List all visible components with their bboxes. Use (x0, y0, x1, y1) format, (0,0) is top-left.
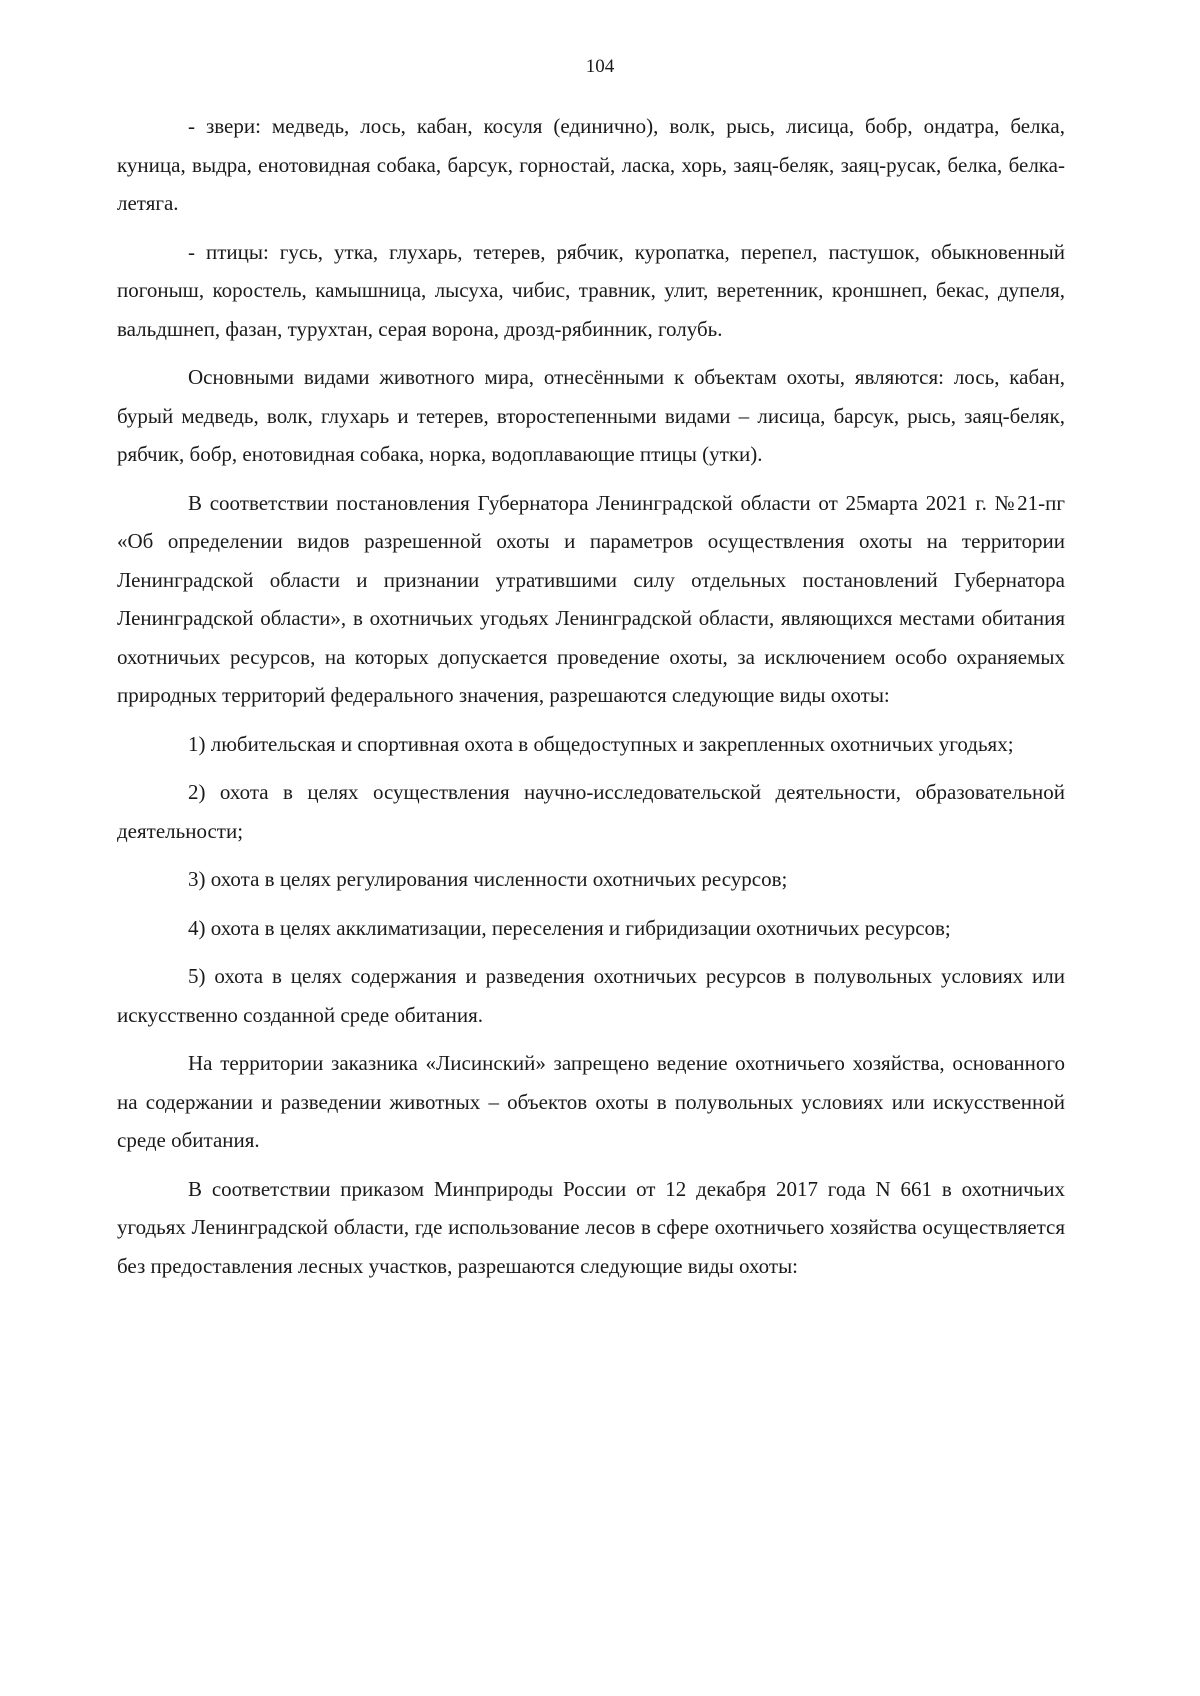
paragraph-ministry-order: В соответствии приказом Минприроды России от 12 декабря 2017 года N 661 в охотничьих угодьях Ленинградской области, где использование лесов в сфере охотничьего хозяйства осуществляется без предоставления лесных участков, разрешаются следующие виды охоты: (117, 1176, 1065, 1278)
body-text (117, 107, 1065, 1285)
paragraph-birds: - птицы: гусь, утка, глухарь, тетерев, рябчик, куропатка, перепел, пастушок, обыкновенный погоныш, коростель, камышница, лысуха, чибис, травник, улит, веретенник, кроншнеп, бекас, дупеля, вальдшнеп, фазан, турухтан, серая ворона, дрозд-рябинник, голубь. (117, 239, 1065, 341)
list-item-hunting-type-5: 5) охота в целях содержания и разведения охотничьих ресурсов в полувольных условиях или искусственно созданной среде обитания. (117, 964, 1065, 1027)
list-item-hunting-type-1: 1) любительская и спортивная охота в общедоступных и закрепленных охотничьих угодьях; (188, 731, 1014, 756)
list-item-hunting-type-3: 3) охота в целях регулирования численности охотничьих ресурсов; (188, 867, 788, 891)
list-item-hunting-type-4: 4) охота в целях акклиматизации, переселения и гибридизации охотничьих ресурсов; (188, 915, 951, 940)
paragraph-main-species: Основными видами животного мира, отнесёнными к объектам охоты, являются: лось, кабан, бурый медведь, волк, глухарь и тетерев, второстепенными видами – лисица, барсук, рысь, заяц-беляк, рябчик, бобр, енотовидная собака, норка, водоплавающие птицы (утки). (117, 365, 1065, 466)
list-item-hunting-type-2: 2) охота в целях осуществления научно-исследовательской деятельности, образовательной деятельности; (117, 780, 1065, 843)
page-number: 104 (585, 56, 615, 77)
paragraph-governor-decree: В соответствии постановления Губернатора Ленинградской области от 25марта 2021 г. №21-пг «Об определении видов разрешенной охоты и параметров осуществления охоты на территории Ленинградской области и признании утратившими силу отдельных постановлений Губернатора Ленинградской области», в охотничьих угодьях Ленинградской области, являющихся местами обитания охотничьих ресурсов, на которых допускается проведение охоты, за исключением особо охраняемых природных территорий федерального значения, разрешаются следующие виды охоты: (117, 490, 1065, 707)
paragraph-animals: - звери: медведь, лось, кабан, косуля (единично), волк, рысь, лисица, бобр, ондатра, белка, куница, выдра, енотовидная собака, барсук, горностай, ласка, хорь, заяц-беляк, заяц-русак, белка, белка-летяга. (117, 114, 1065, 215)
paragraph-reserve-restriction: На территории заказника «Лисинский» запрещено ведение охотничьего хозяйства, основанного на содержании и разведении животных – объектов охоты в полувольных условиях или искусственной среде обитания. (117, 1051, 1065, 1152)
